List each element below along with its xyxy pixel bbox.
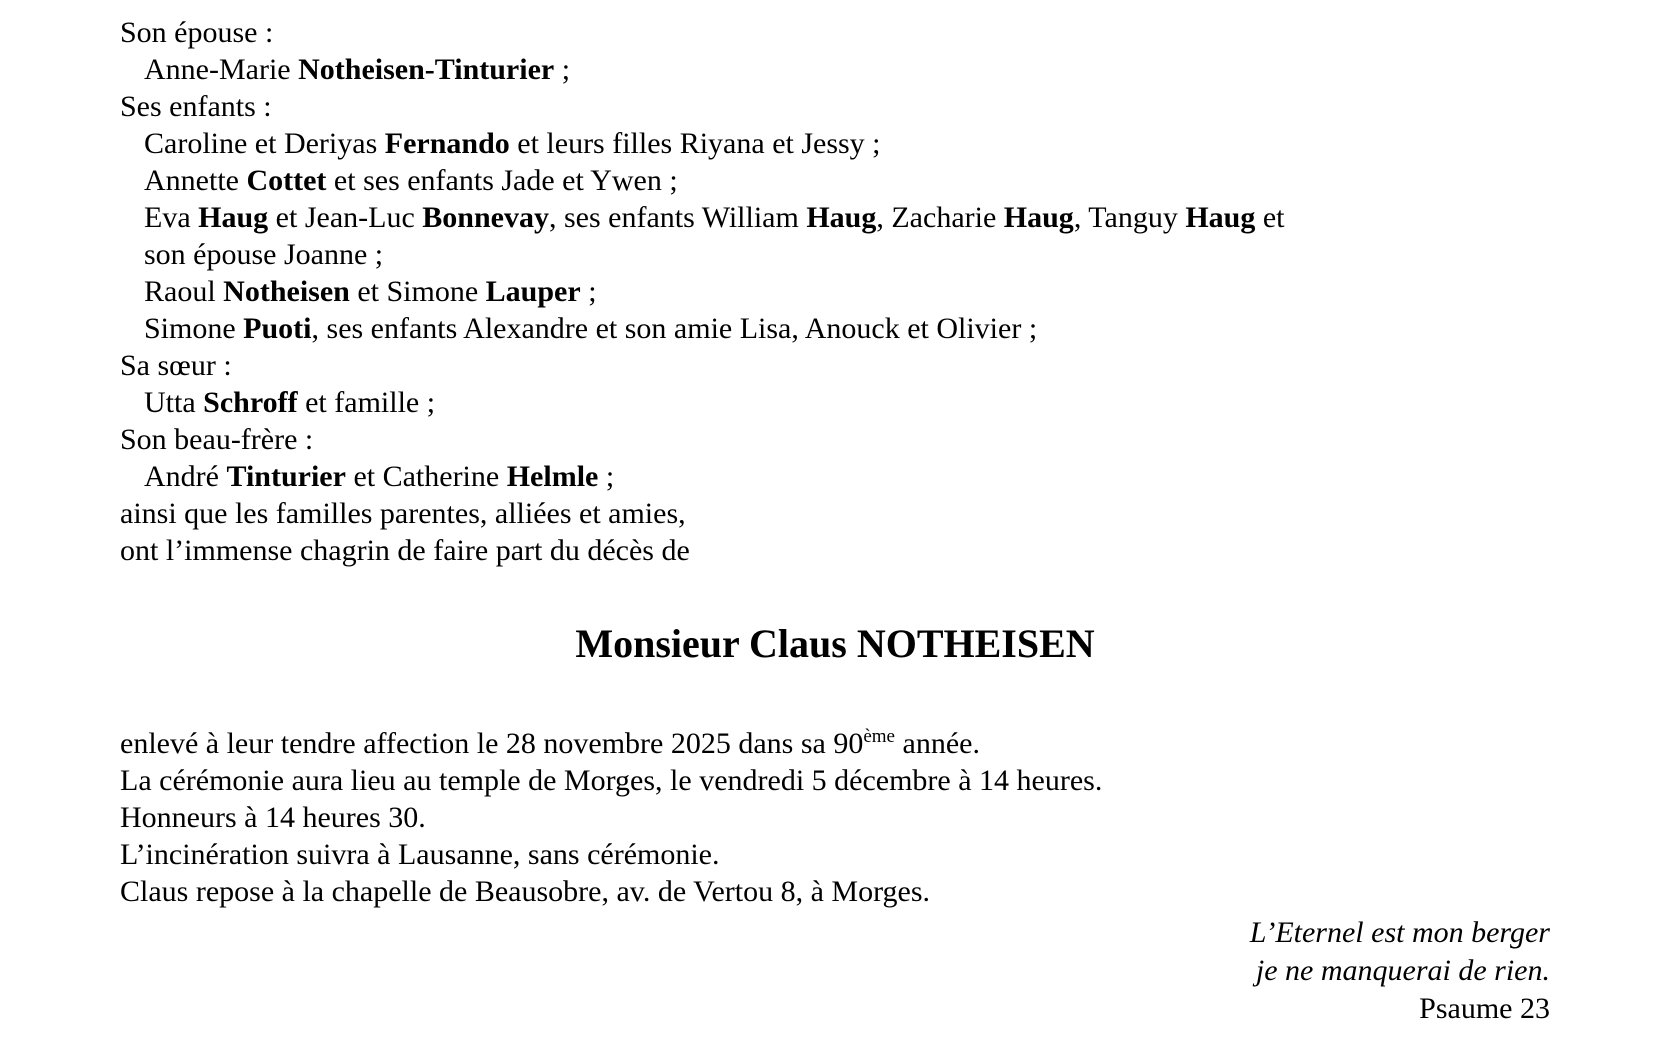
detail-line [120,725,1550,762]
text-segment: , Zacharie [876,201,1004,234]
text-segment: ; [598,460,615,493]
quote-line-2: je ne manquerai de rien. [1255,954,1550,987]
surname-bold: Fernando [384,127,510,160]
text-segment: et [1255,201,1285,234]
surname-bold: Tinturier [226,460,346,493]
detail-line [120,799,1550,836]
family-line [120,273,1550,310]
text-segment: Son épouse : [120,16,274,49]
surname-bold: Notheisen [223,275,350,308]
detail-line [120,762,1550,799]
family-line [120,51,1550,88]
family-line [120,495,1550,532]
surname-bold: Haug [1003,201,1074,234]
surname-bold: Lauper [485,275,581,308]
text-segment: année. [895,727,980,760]
family-line [120,88,1550,125]
text-segment: Simone [144,312,244,345]
text-segment: , ses enfants William [548,201,807,234]
text-segment: ainsi que les familles parentes, alliées et amies, [120,497,686,530]
text-segment: Anne-Marie [144,53,299,86]
text-segment: Caroline et Deriyas [144,127,385,160]
text-segment: ; [554,53,571,86]
surname-bold: Schroff [203,386,298,419]
text-segment: Honneurs à 14 heures 30. [120,801,426,834]
text-segment: Son beau-frère : [120,423,314,456]
surname-bold: Haug [198,201,269,234]
detail-line [120,873,1550,910]
text-segment: , ses enfants Alexandre et son amie Lisa, Anouck et Olivier ; [311,312,1038,345]
family-line [120,310,1550,347]
text-segment: Claus repose à la chapelle de Beausobre, av. de Vertou 8, à Morges. [120,875,931,908]
text-segment: Sa sœur : [120,349,232,382]
quote-line-1: L’Eternel est mon berger [1249,916,1550,949]
text-segment: son épouse Joanne ; [144,238,384,271]
text-segment: André [144,460,227,493]
family-line [120,384,1550,421]
text-segment: L’incinération suivra à Lausanne, sans cérémonie. [120,838,720,871]
surname-bold: Haug [1185,201,1256,234]
text-segment: La cérémonie aura lieu au temple de Morges, le vendredi 5 décembre à 14 heures. [120,764,1103,797]
text-segment: et ses enfants Jade et Ywen ; [326,164,678,197]
text-segment: Annette [144,164,247,197]
ceremony-details-block [120,725,1550,910]
text-segment: ; [580,275,597,308]
text-segment: et Simone [349,275,486,308]
family-line [120,199,1550,236]
text-segment: Eva [144,201,199,234]
surname-bold: Bonnevay [422,201,549,234]
detail-line [120,836,1550,873]
surname-bold: Haug [806,201,877,234]
text-segment: et famille ; [297,386,436,419]
surname-bold: Cottet [246,164,327,197]
text-segment: et leurs filles Riyana et Jessy ; [509,127,881,160]
surname-bold: Puoti [243,312,312,345]
text-segment: ont l’immense chagrin de faire part du décès de [120,534,690,567]
text-segment: et Catherine [345,460,507,493]
family-line [120,14,1550,51]
deceased-name-title: Monsieur Claus NOTHEISEN [575,621,1095,666]
family-line [120,162,1550,199]
psalm-quote [120,914,1550,1028]
family-line [120,458,1550,495]
text-segment: Ses enfants : [120,90,272,123]
ordinal-superscript: ème [863,726,895,747]
text-segment: enlevé à leur tendre affection le 28 novembre 2025 dans sa 90 [120,727,864,760]
family-announcement-block [120,14,1550,569]
text-segment: et Jean-Luc [268,201,423,234]
text-segment: Raoul [144,275,224,308]
surname-bold: Notheisen-Tinturier [298,53,555,86]
text-segment: , Tanguy [1073,201,1186,234]
family-line [120,125,1550,162]
surname-bold: Helmle [506,460,599,493]
quote-attribution: Psaume 23 [1419,992,1550,1025]
text-segment: Utta [144,386,204,419]
family-line [120,347,1550,384]
family-line [120,236,1550,273]
family-line [120,532,1550,569]
family-line [120,421,1550,458]
